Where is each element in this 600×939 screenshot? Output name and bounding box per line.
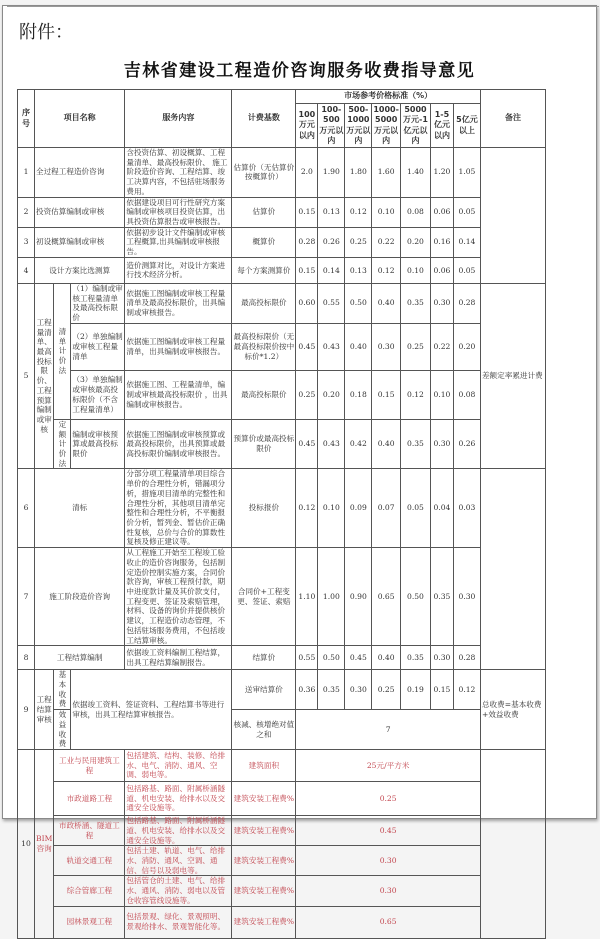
table-row — [18, 419, 546, 469]
rate-cell: 0.30 — [430, 283, 453, 323]
rate-cell: 0.05 — [453, 257, 480, 283]
header-tier: 1-5亿元以内 — [430, 104, 453, 148]
table-row — [18, 197, 546, 227]
remark-cell — [480, 148, 545, 284]
rate-cell: 0.15 — [296, 197, 318, 227]
rate-cell: 0.10 — [400, 257, 430, 283]
basis-cell: 合同价+工程变更、签证、索赔 — [232, 548, 296, 646]
rate-cell: 0.43 — [318, 323, 345, 370]
rate-cell: 0.30 — [453, 548, 480, 646]
rate-cell: 0.28 — [296, 227, 318, 257]
table-row — [18, 227, 546, 257]
name-cell: 清标 — [35, 469, 125, 548]
rate-cell: 0.43 — [318, 419, 345, 469]
basis-cell: 估算价 — [232, 197, 296, 227]
content-cell: 从工程施工开始至工程竣工验收止的造价咨询服务，包括制定造价控制实施方案，合同价款咨询，审核工程预付款，期中进度款计量及其价款支付，工程变更、签证及索赔管理，材料、设备的询价并提供核价建议，工程造价动态管理，不包括驻场服务费用，不包括竣工结算审核。 — [125, 548, 232, 646]
rate-cell: 0.03 — [453, 469, 480, 548]
seq-cell: 2 — [18, 197, 35, 227]
top-rule — [7, 6, 599, 7]
header-tier: 100-500万元以内 — [318, 104, 345, 148]
item-title-cell: （3）单独编制或审核最高投标限价（不含工程量清单） — [71, 370, 125, 419]
rate-cell: 0.35 — [318, 670, 345, 710]
content-cell: 造价测算对比，对设计方案进行技术经济分析。 — [125, 257, 232, 283]
name-cell: 初设概算编制或审核 — [35, 227, 125, 257]
rate-cell: 0.30 — [345, 670, 372, 710]
table-row — [18, 370, 546, 419]
content-cell: 依据施工图编制或审核工程量清单，出具编制或审核报告。 — [125, 323, 232, 370]
header-tier: 1000-5000万元以内 — [372, 104, 401, 148]
rate-cell: 0.35 — [430, 548, 453, 646]
rate-cell: 0.15 — [296, 257, 318, 283]
content-cell: 依据建设项目可行性研究方案编制或审核项目投资估算，出具投资估算报告或审核报告。 — [125, 197, 232, 227]
item-title-cell: 园林景观工程 — [54, 906, 125, 938]
rate-cell: 0.10 — [318, 469, 345, 548]
rate-cell: 0.35 — [400, 419, 430, 469]
name-cell: 投资估算编制或审核 — [35, 197, 125, 227]
name-cell: 全过程工程造价咨询 — [35, 148, 125, 198]
rate-cell: 0.08 — [453, 370, 480, 419]
rate-cell: 0.25 — [296, 782, 481, 816]
rate-cell: 0.13 — [318, 197, 345, 227]
rate-cell: 0.25 — [372, 670, 401, 710]
rate-cell: 0.12 — [296, 469, 318, 548]
item-title-cell: 工业与民用建筑工程 — [54, 750, 125, 782]
rate-cell: 1.05 — [453, 148, 480, 198]
table-row — [18, 750, 546, 782]
seq-cell: 8 — [18, 646, 35, 670]
rate-cell: 0.55 — [318, 283, 345, 323]
rate-cell: 0.30 — [430, 646, 453, 670]
content-cell: 包括土建、轨道、电气、给排水、消防、通风、空调、通信、信号以及弱电等。 — [125, 846, 232, 876]
table-row — [18, 283, 546, 323]
basis-cell: 投标报价 — [232, 469, 296, 548]
rate-cell: 0.25 — [345, 227, 372, 257]
table-row — [18, 846, 546, 876]
rate-cell: 0.15 — [430, 670, 453, 710]
table-row — [18, 469, 546, 548]
seq-cell: 10 — [18, 750, 35, 938]
name-cell: 工程结算编制 — [35, 646, 125, 670]
rate-cell: 0.30 — [296, 846, 481, 876]
name-cell: 工程量清单、最高投标限价、工程预算编制或审核 — [35, 283, 54, 468]
rate-cell: 0.16 — [430, 227, 453, 257]
table-row — [18, 906, 546, 938]
rate-cell: 0.40 — [372, 283, 401, 323]
rate-cell: 0.40 — [372, 419, 401, 469]
attachment-label: 附件： — [19, 22, 73, 43]
name-cell: 设计方案比选测算 — [35, 257, 125, 283]
document-title: 吉林省建设工程造价咨询服务收费指导意见 — [123, 61, 476, 81]
sub-method-cell: 清单计价法 — [54, 283, 71, 419]
rate-cell: 0.08 — [400, 197, 430, 227]
rate-cell: 0.65 — [372, 548, 401, 646]
rate-cell: 1.80 — [345, 148, 372, 198]
content-cell: 包括路基、路面、附属桥涵隧道、机电安装、给排水以及交通安全设施等。 — [125, 816, 232, 846]
rate-cell: 0.04 — [430, 469, 453, 548]
basis-cell: 送审结算价 — [232, 670, 296, 710]
rate-cell: 0.20 — [318, 370, 345, 419]
rate-cell: 0.50 — [318, 646, 345, 670]
rate-cell: 0.10 — [430, 370, 453, 419]
content-cell: 含投资估算、初设概算、工程量清单、最高投标限价、 施工阶段造价咨询、工程结算、竣工决算内容，不包括驻场服务费用。 — [125, 148, 232, 198]
header-remark: 备注 — [480, 90, 545, 148]
rate-cell: 0.50 — [400, 548, 430, 646]
basis-cell: 建筑安装工程费% — [232, 876, 296, 906]
basis-cell: 估算价（无估算价按概算价） — [232, 148, 296, 198]
table-row — [18, 816, 546, 846]
basis-cell: 建筑面积 — [232, 750, 296, 782]
rate-cell: 0.36 — [296, 670, 318, 710]
basis-cell: 建筑安装工程费% — [232, 782, 296, 816]
rate-cell: 0.60 — [296, 283, 318, 323]
table-row — [18, 876, 546, 906]
rate-cell: 1.40 — [400, 148, 430, 198]
rate-cell: 25元/平方米 — [296, 750, 481, 782]
rate-cell: 1.90 — [318, 148, 345, 198]
rate-cell: 0.40 — [345, 323, 372, 370]
table-row — [18, 548, 546, 646]
table-row — [18, 646, 546, 670]
rate-cell: 0.05 — [400, 469, 430, 548]
rate-cell: 0.30 — [430, 419, 453, 469]
rate-cell: 0.22 — [372, 227, 401, 257]
table-row — [18, 670, 546, 710]
rate-cell: 0.45 — [345, 646, 372, 670]
rate-cell: 0.30 — [296, 876, 481, 906]
content-cell: 分部分项工程量清单项目综合单价的合理性分析，错漏项分析，措施项目清单的完整性和合理性分析，其他项目清单完整性和合理性分析，不平衡报价分析，暂列金、暂估价正确性复核，总价与合价的算数性复核及修正建议等。 — [125, 469, 232, 548]
rate-cell: 1.60 — [372, 148, 401, 198]
header-basis: 计费基数 — [232, 90, 296, 148]
rate-cell: 0.14 — [318, 257, 345, 283]
rate-cell: 0.20 — [400, 227, 430, 257]
rate-cell: 0.26 — [453, 419, 480, 469]
rate-cell: 0.25 — [400, 323, 430, 370]
rate-cell: 0.28 — [453, 646, 480, 670]
rate-cell: 0.28 — [453, 283, 480, 323]
rate-cell: 1.00 — [318, 548, 345, 646]
rate-cell: 0.90 — [345, 548, 372, 646]
rate-cell: 0.14 — [453, 227, 480, 257]
content-cell: 依据竣工资料、签证资料、工程结算书等进行审核，出具工程结算审核报告。 — [71, 670, 232, 750]
item-title-cell: 综合管廊工程 — [54, 876, 125, 906]
table-row — [18, 257, 546, 283]
rate-cell: 0.07 — [372, 469, 401, 548]
basis-cell: 建筑安装工程费% — [232, 816, 296, 846]
seq-cell: 5 — [18, 283, 35, 468]
header-row-1 — [18, 90, 546, 104]
rate-cell: 0.12 — [453, 670, 480, 710]
content-cell: 依据竣工资料编制工程结算，出具工程结算编制报告。 — [125, 646, 232, 670]
item-title-cell: （1）编制或审核工程量清单及最高投标限价 — [71, 283, 125, 323]
basis-cell: 每个方案测算价 — [232, 257, 296, 283]
table-row — [18, 782, 546, 816]
rate-cell: 0.30 — [372, 323, 401, 370]
rate-cell: 0.22 — [430, 323, 453, 370]
header-market-group: 市场参考价格标准（%） — [296, 90, 481, 104]
rate-cell: 0.42 — [345, 419, 372, 469]
header-seq: 序号 — [18, 90, 35, 148]
basis-cell: 结算价 — [232, 646, 296, 670]
header-content: 服务内容 — [125, 90, 232, 148]
rate-cell: 0.25 — [296, 370, 318, 419]
rate-cell: 0.55 — [296, 646, 318, 670]
content-cell: 包括建筑、结构、装修、给排水、电气、消防、通风、空调、弱电等。 — [125, 750, 232, 782]
item-title-cell: 编制或审核预算或最高投标限价 — [71, 419, 125, 469]
seq-cell: 1 — [18, 148, 35, 198]
basis-cell: 建筑安装工程费% — [232, 846, 296, 876]
seq-cell: 6 — [18, 469, 35, 548]
table-row — [18, 148, 546, 198]
content-cell: 依据施工图编制或审核工程量清单及最高投标限价，出具编制或审核报告。 — [125, 283, 232, 323]
sub-label-cell: 基本收费 — [54, 670, 71, 710]
content-cell: 依据施工图编制或审核预算或最高投标限价，出具预算或最高投标限价编制或审核报告。 — [125, 419, 232, 469]
rate-cell: 0.12 — [372, 257, 401, 283]
seq-cell: 7 — [18, 548, 35, 646]
rate-cell: 0.35 — [400, 283, 430, 323]
rate-cell: 0.45 — [296, 816, 481, 846]
document-page — [2, 5, 597, 932]
rate-cell: 0.35 — [400, 646, 430, 670]
content-cell: 包括管仓的土建、电气、给排水、通风、消防、弱电以及管仓收容管线设施等。 — [125, 876, 232, 906]
rate-cell: 0.19 — [400, 670, 430, 710]
rate-cell: 0.65 — [296, 906, 481, 938]
rate-cell: 0.15 — [372, 370, 401, 419]
rate-cell: 0.20 — [453, 323, 480, 370]
item-title-cell: （2）单独编制或审核工程量清单 — [71, 323, 125, 370]
fee-guidance-table — [17, 89, 546, 939]
rate-cell: 0.12 — [345, 197, 372, 227]
seq-cell: 3 — [18, 227, 35, 257]
name-cell: 施工阶段造价咨询 — [35, 548, 125, 646]
seq-cell: 4 — [18, 257, 35, 283]
header-tier: 5亿元以上 — [453, 104, 480, 148]
header-tier: 500-1000万元以内 — [345, 104, 372, 148]
rate-cell: 0.50 — [345, 283, 372, 323]
item-title-cell: 市政道路工程 — [54, 782, 125, 816]
header-tier: 100万元以内 — [296, 104, 318, 148]
remark-cell: 总收费=基本收费+效益收费 — [480, 670, 545, 750]
rate-cell: 0.13 — [345, 257, 372, 283]
remark-cell — [480, 750, 545, 938]
header-name: 项目名称 — [35, 90, 125, 148]
rate-cell: 1.20 — [430, 148, 453, 198]
sub-method-cell: 定额计价法 — [54, 419, 71, 469]
header-tier: 5000万元-1亿元以内 — [400, 104, 430, 148]
rate-cell: 7 — [296, 710, 481, 750]
rate-cell: 0.05 — [453, 197, 480, 227]
rate-cell: 0.10 — [372, 197, 401, 227]
basis-cell: 概算价 — [232, 227, 296, 257]
sub-label-cell: 效益收费 — [54, 710, 71, 750]
item-title-cell: 市政桥涵、隧道工程 — [54, 816, 125, 846]
rate-cell: 0.40 — [372, 646, 401, 670]
rate-cell: 1.10 — [296, 548, 318, 646]
rate-cell: 0.26 — [318, 227, 345, 257]
basis-cell: 最高投标限价（无最高投标限价按中标价*1.2） — [232, 323, 296, 370]
table-row — [18, 323, 546, 370]
rate-cell: 0.12 — [400, 370, 430, 419]
rate-cell: 0.18 — [345, 370, 372, 419]
content-cell: 依据初步设计文件编制或审核工程概算,出具编制或审核报告。 — [125, 227, 232, 257]
rate-cell: 0.06 — [430, 197, 453, 227]
seq-cell: 9 — [18, 670, 35, 750]
rate-cell: 0.09 — [345, 469, 372, 548]
basis-cell: 预算价或最高投标限价 — [232, 419, 296, 469]
content-cell: 依据施工图、工程量清单，编制或审核最高投标限价 ，出具编制或审核报告。 — [125, 370, 232, 419]
item-title-cell: 轨道交通工程 — [54, 846, 125, 876]
basis-cell: 最高投标限价 — [232, 370, 296, 419]
rate-cell: 0.06 — [430, 257, 453, 283]
content-cell: 包括景观、绿化、景观照明、景观给排水、景观智能化等。 — [125, 906, 232, 938]
basis-cell: 核减、核增绝对值之和 — [232, 710, 296, 750]
rate-cell: 0.45 — [296, 323, 318, 370]
remark-cell: 差额定率累进计费 — [480, 283, 545, 468]
basis-cell: 建筑安装工程费% — [232, 906, 296, 938]
basis-cell: 最高投标限价 — [232, 283, 296, 323]
name-cell: BIM咨询 — [35, 750, 54, 938]
content-cell: 包括路基、路面、附属桥涵隧道、机电安装、给排水以及交通安全设施等。 — [125, 782, 232, 816]
rate-cell: 0.45 — [296, 419, 318, 469]
name-cell: 工程结算审核 — [35, 670, 54, 750]
rate-cell: 2.0 — [296, 148, 318, 198]
remark-cell — [480, 469, 545, 670]
